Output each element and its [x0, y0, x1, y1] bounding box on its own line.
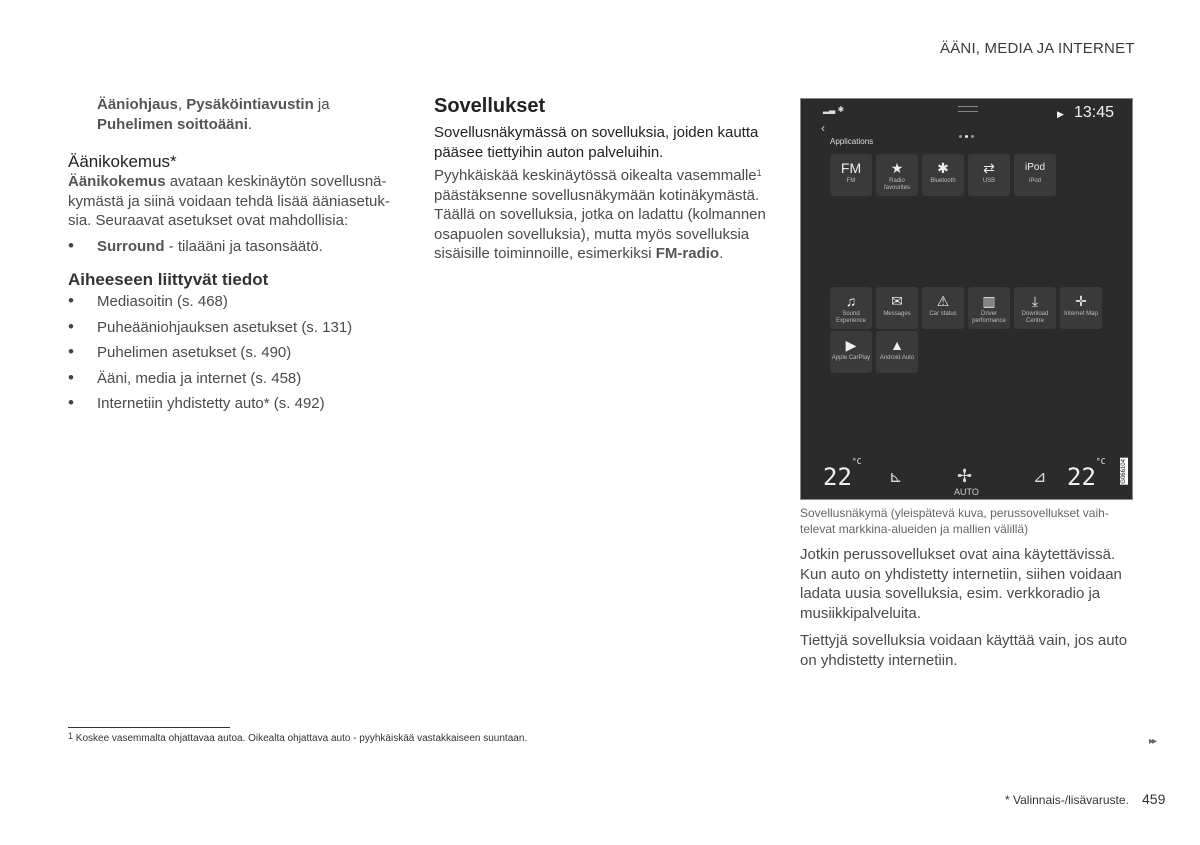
body-text-part: Pyyhkäiskää keskinäytössä oikealta vasemmalle — [434, 167, 757, 184]
app-icon: ⚠ — [936, 293, 950, 309]
link-voice-control[interactable]: Ääniohjaus — [97, 96, 178, 113]
image-caption: Sovellusnäkymä (yleispätevä kuva, perussovellukset vaih-televat markkina-alueiden ja mallien välillä) — [800, 506, 1109, 536]
app-tile[interactable] — [876, 154, 918, 196]
seat-right-icon: ⊿ — [1033, 469, 1047, 486]
temp-left-value: 22 — [823, 463, 852, 491]
app-icon: ▶ — [845, 337, 857, 353]
fan-icon: ✢ — [957, 466, 973, 486]
center-display-image — [800, 98, 1133, 500]
app-label: Car status — [929, 311, 957, 317]
climate-bar — [801, 459, 1132, 499]
heading-sound-experience: Äänikokemus* — [68, 152, 177, 171]
page-dots — [959, 125, 979, 128]
app-tile[interactable] — [968, 287, 1010, 329]
list-item-text: - tilaääni ja tasonsäätö. — [164, 237, 323, 255]
app-tile[interactable] — [1014, 287, 1056, 329]
settings-list — [68, 237, 398, 257]
image-code: G066104 — [1121, 459, 1127, 484]
temp-left — [823, 457, 862, 491]
app-label: Sound Experience — [835, 311, 867, 324]
app-label: Internet Map — [1064, 311, 1098, 317]
back-arrow-icon: ‹ — [821, 121, 825, 135]
app-icon: ★ — [890, 160, 904, 176]
body-text-part: päästäksenne sovellusnäkymään kotinäkymästä. Täällä on sovelluksia, jotka on ladattu (kolmannen osapuolen sovelluksia), mutta myös sovelluksia sisäisille toiminnoille, esimerkiksi — [434, 186, 766, 262]
link-surround[interactable]: Surround — [97, 237, 165, 255]
temp-unit: °C — [851, 457, 862, 466]
applications-title: Applications — [830, 137, 874, 146]
app-tile[interactable] — [1060, 287, 1102, 329]
auto-label: AUTO — [954, 487, 979, 497]
link-park-assist[interactable]: Pysäköintiavustin — [186, 96, 314, 113]
app-tile[interactable] — [1014, 154, 1056, 196]
app-icon: iPod — [1024, 162, 1045, 173]
app-label: Apple CarPlay — [831, 355, 871, 361]
app-icon: ✱ — [937, 160, 949, 176]
app-icon: ▲ — [890, 337, 904, 353]
left-column — [68, 95, 398, 420]
clock — [1057, 104, 1114, 122]
page-number: 459 — [1142, 791, 1166, 807]
footnote-text: Koskee vasemmalta ohjattavaa autoa. Oikealta ohjattava auto - pyyhkäiskää vastakkaiseen suuntaan. — [73, 733, 528, 744]
optional-equipment-note: * Valinnais-/lisävaruste. — [1005, 793, 1129, 807]
temp-right-value: 22 — [1067, 463, 1096, 491]
separator: , — [177, 96, 187, 113]
right-column — [800, 545, 1140, 678]
app-label: FM — [846, 178, 856, 184]
footnote-mark: 1 — [68, 731, 74, 741]
period: . — [719, 245, 724, 262]
footnote — [68, 733, 527, 744]
list-item — [68, 237, 398, 257]
temp-unit: °C — [1095, 457, 1106, 466]
link-fm-radio[interactable]: FM-radio — [655, 245, 720, 262]
app-icon: ⤓ — [1031, 293, 1039, 309]
temp-right — [1067, 457, 1106, 491]
app-icon: ♫ — [845, 293, 857, 309]
app-label: Messages — [883, 311, 911, 317]
app-tile[interactable] — [876, 287, 918, 329]
related-item[interactable]: • Puhelimen asetukset (s. 490) — [68, 343, 398, 363]
app-tile[interactable] — [830, 331, 872, 373]
app-icon: ✛ — [1075, 293, 1087, 309]
footnote-ref[interactable]: 1 — [756, 168, 762, 178]
footnote-divider — [68, 727, 230, 728]
app-label: USB — [982, 178, 996, 184]
app-tile[interactable] — [830, 287, 872, 329]
app-icon: ▥ — [982, 293, 996, 309]
related-item[interactable]: • Mediasoitin (s. 468) — [68, 292, 398, 312]
app-tile[interactable] — [922, 287, 964, 329]
middle-column — [434, 95, 769, 264]
paragraph: Jotkin perussovellukset ovat aina käytettävissä. Kun auto on yhdistetty internetiin, siihen voidaan ladata uusia sovelluksia, esim. verkkoradio ja musiikkipalveluita. — [800, 546, 1122, 622]
app-label: Download Centre — [1021, 311, 1049, 324]
seat-left-icon: ⊾ — [889, 469, 903, 486]
app-label: Radio favourites — [883, 178, 910, 191]
section-header: ÄÄNI, MEDIA JA INTERNET — [940, 40, 1135, 57]
intro-text: Sovellusnäkymässä on sovelluksia, joiden kautta pääsee tiettyihin auton palveluihin. — [434, 124, 759, 161]
app-label: Driver performance — [972, 311, 1006, 324]
app-label: iPod — [1028, 178, 1041, 184]
app-icon: FM — [840, 160, 862, 176]
app-tile[interactable] — [876, 331, 918, 373]
paragraph: Tiettyjä sovelluksia voidaan käyttää vain, jos auto on yhdistetty internetiin. — [800, 632, 1128, 669]
related-links-continuation — [68, 95, 398, 134]
related-item[interactable]: • Puheääniohjauksen asetukset (s. 131) — [68, 318, 398, 338]
play-icon: ▶ — [1057, 109, 1064, 119]
status-icons: ▂▃ ✱ — [823, 105, 845, 114]
separator: ja — [313, 96, 330, 113]
clock-time: 13:45 — [1073, 104, 1114, 121]
app-tile[interactable] — [830, 154, 872, 196]
app-icon: ⇄ — [983, 160, 995, 176]
pull-down-handle — [958, 106, 978, 112]
sound-experience-paragraph — [68, 172, 398, 231]
link-ringtone[interactable]: Puhelimen soittoääni — [97, 115, 248, 133]
app-tile[interactable] — [922, 154, 964, 196]
app-label: Bluetooth — [930, 178, 956, 184]
continue-arrows-icon: ▸▸ — [1149, 736, 1156, 747]
related-list — [68, 292, 398, 414]
period: . — [247, 115, 253, 133]
paragraph-text: avataan keskinäytön sovellusnä-kymästä ja siinä voidaan tehdä lisää ääniasetuk-sia. Seuraavat asetukset ovat mahdollisia: — [68, 173, 390, 229]
related-item[interactable]: • Ääni, media ja internet (s. 458) — [68, 369, 398, 389]
body-text — [434, 166, 769, 264]
app-tile[interactable] — [968, 154, 1010, 196]
app-label: Android Auto — [879, 355, 915, 361]
heading-related-info: Aiheeseen liittyvät tiedot — [68, 270, 269, 289]
section-title: Sovellukset — [434, 95, 546, 117]
related-item[interactable]: • Internetiin yhdistetty auto* (s. 492) — [68, 394, 398, 414]
link-sound-experience[interactable]: Äänikokemus — [68, 173, 166, 190]
app-icon: ✉ — [891, 293, 903, 309]
